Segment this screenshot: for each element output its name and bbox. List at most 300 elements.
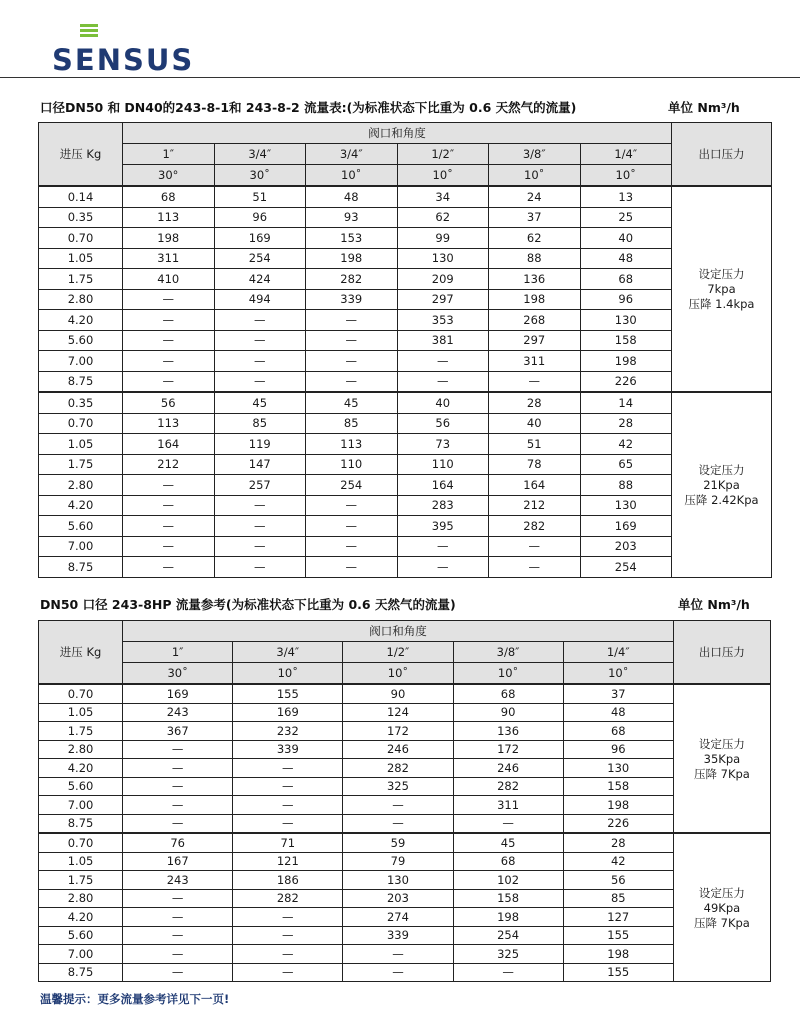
inlet-pressure-cell: 8.75 bbox=[39, 963, 123, 982]
outlet-pressure-line: 设定压力 bbox=[698, 736, 745, 751]
table-row bbox=[39, 475, 772, 496]
table-row bbox=[39, 207, 772, 228]
logo-bars-icon bbox=[80, 24, 98, 39]
flow-value-cell: 198 bbox=[489, 289, 581, 310]
flow-value-cell: 169 bbox=[214, 228, 306, 249]
flow-value-cell: 45 bbox=[214, 392, 306, 413]
flow-value-cell: 243 bbox=[123, 703, 233, 722]
inlet-pressure-cell: 2.80 bbox=[39, 475, 123, 496]
flow-value-cell: 48 bbox=[580, 248, 672, 269]
flow-value-cell: — bbox=[306, 516, 398, 537]
flow-value-cell: 283 bbox=[397, 495, 489, 516]
outlet-pressure-line: 压降 1.4kpa bbox=[688, 297, 755, 311]
flow-value-cell: 155 bbox=[563, 963, 673, 982]
flow-value-cell: 40 bbox=[489, 413, 581, 434]
flow-value-cell: 186 bbox=[233, 871, 343, 890]
flow-value-cell: 14 bbox=[580, 392, 672, 413]
flow-value-cell: — bbox=[214, 351, 306, 372]
flow-value-cell: 282 bbox=[453, 777, 563, 796]
flow-value-cell: 246 bbox=[453, 759, 563, 778]
header-size-cell: 1/2″ bbox=[397, 144, 489, 165]
inlet-pressure-cell: 5.60 bbox=[39, 516, 123, 537]
flow-value-cell: 212 bbox=[123, 454, 215, 475]
table-row bbox=[39, 703, 771, 722]
table-row bbox=[39, 454, 772, 475]
flow-value-cell: — bbox=[233, 908, 343, 927]
flow-value-cell: 164 bbox=[397, 475, 489, 496]
flow-value-cell: 127 bbox=[563, 908, 673, 927]
flow-value-cell: — bbox=[306, 371, 398, 392]
flow-value-cell: 62 bbox=[489, 228, 581, 249]
table1-unit: 单位 Nm³/h bbox=[668, 100, 740, 115]
table-row bbox=[39, 963, 771, 982]
flow-value-cell: 90 bbox=[453, 703, 563, 722]
table-row bbox=[39, 351, 772, 372]
outlet-pressure-line: 设定压力 bbox=[698, 885, 745, 900]
flow-value-cell: — bbox=[123, 889, 233, 908]
flow-value-cell: 424 bbox=[214, 269, 306, 290]
inlet-pressure-cell: 7.00 bbox=[39, 945, 123, 964]
flow-value-cell: 96 bbox=[214, 207, 306, 228]
flow-value-cell: 25 bbox=[580, 207, 672, 228]
inlet-pressure-cell: 7.00 bbox=[39, 796, 123, 815]
flow-value-cell: 254 bbox=[453, 926, 563, 945]
flow-value-cell: — bbox=[123, 475, 215, 496]
flow-value-cell: — bbox=[306, 351, 398, 372]
header-angle-cell: 10˚ bbox=[563, 663, 673, 685]
table-row bbox=[39, 557, 772, 578]
header-angle-cell: 10˚ bbox=[233, 663, 343, 685]
flow-value-cell: 395 bbox=[397, 516, 489, 537]
table-row bbox=[39, 722, 771, 741]
flow-value-cell: 113 bbox=[306, 434, 398, 455]
flow-value-cell: 102 bbox=[453, 871, 563, 890]
table-row bbox=[39, 186, 772, 207]
flow-value-cell: 110 bbox=[397, 454, 489, 475]
flow-value-cell: 297 bbox=[397, 289, 489, 310]
table-row bbox=[39, 796, 771, 815]
footer-note: 温馨提示：更多流量参考详见下一页! bbox=[40, 992, 230, 1006]
inlet-pressure-cell: 5.60 bbox=[39, 777, 123, 796]
flow-value-cell: 88 bbox=[580, 475, 672, 496]
header-angle-cell: 10˚ bbox=[489, 165, 581, 187]
flow-value-cell: — bbox=[214, 310, 306, 331]
flow-value-cell: 297 bbox=[489, 330, 581, 351]
flow-value-cell: — bbox=[453, 963, 563, 982]
inlet-pressure-cell: 2.80 bbox=[39, 289, 123, 310]
flow-value-cell: 130 bbox=[397, 248, 489, 269]
flow-value-cell: 13 bbox=[580, 186, 672, 207]
flow-value-cell: — bbox=[123, 908, 233, 927]
flow-value-cell: 212 bbox=[489, 495, 581, 516]
flow-value-cell: — bbox=[123, 351, 215, 372]
flow-value-cell: — bbox=[489, 536, 581, 557]
flow-value-cell: 45 bbox=[453, 833, 563, 852]
table-row bbox=[39, 392, 772, 413]
flow-value-cell: — bbox=[233, 759, 343, 778]
inlet-pressure-cell: 4.20 bbox=[39, 759, 123, 778]
flow-value-cell: — bbox=[123, 289, 215, 310]
flow-value-cell: — bbox=[123, 814, 233, 833]
inlet-pressure-cell: 4.20 bbox=[39, 495, 123, 516]
flow-value-cell: 164 bbox=[123, 434, 215, 455]
flow-value-cell: — bbox=[233, 796, 343, 815]
table-row bbox=[39, 228, 772, 249]
flow-value-cell: 325 bbox=[453, 945, 563, 964]
flow-value-cell: 68 bbox=[453, 684, 563, 703]
flow-value-cell: 198 bbox=[453, 908, 563, 927]
flow-value-cell: — bbox=[214, 495, 306, 516]
flow-value-cell: 40 bbox=[397, 392, 489, 413]
header-angle-cell: 10˚ bbox=[397, 165, 489, 187]
flow-value-cell: 42 bbox=[580, 434, 672, 455]
flow-value-cell: 48 bbox=[306, 186, 398, 207]
flow-value-cell: — bbox=[123, 516, 215, 537]
flow-value-cell: 339 bbox=[233, 740, 343, 759]
header-angle-cell: 10˚ bbox=[453, 663, 563, 685]
flow-value-cell: 232 bbox=[233, 722, 343, 741]
flow-value-cell: — bbox=[306, 310, 398, 331]
flow-value-cell: 130 bbox=[580, 310, 672, 331]
inlet-pressure-cell: 0.70 bbox=[39, 833, 123, 852]
inlet-pressure-cell: 0.70 bbox=[39, 413, 123, 434]
flow-value-cell: — bbox=[453, 814, 563, 833]
flow-value-cell: — bbox=[397, 351, 489, 372]
flow-value-cell: 198 bbox=[563, 796, 673, 815]
flow-value-cell: 51 bbox=[489, 434, 581, 455]
header-divider bbox=[0, 77, 800, 78]
header-size-cell: 3/8″ bbox=[453, 642, 563, 663]
flow-value-cell: 113 bbox=[123, 207, 215, 228]
header-valve-group: 阀口和角度 bbox=[123, 123, 672, 144]
table-row bbox=[39, 852, 771, 871]
flow-value-cell: 24 bbox=[489, 186, 581, 207]
table-row bbox=[39, 434, 772, 455]
flow-value-cell: 226 bbox=[580, 371, 672, 392]
inlet-pressure-cell: 7.00 bbox=[39, 351, 123, 372]
flow-value-cell: 254 bbox=[214, 248, 306, 269]
flow-value-cell: — bbox=[214, 330, 306, 351]
flow-value-cell: 136 bbox=[489, 269, 581, 290]
table-row bbox=[39, 310, 772, 331]
flow-value-cell: 311 bbox=[489, 351, 581, 372]
flow-value-cell: 311 bbox=[123, 248, 215, 269]
table-row bbox=[39, 871, 771, 890]
flow-value-cell: — bbox=[123, 926, 233, 945]
flow-value-cell: 209 bbox=[397, 269, 489, 290]
flow-value-cell: 147 bbox=[214, 454, 306, 475]
flow-value-cell: — bbox=[233, 945, 343, 964]
flow-value-cell: 68 bbox=[123, 186, 215, 207]
outlet-pressure-cell bbox=[672, 186, 772, 392]
flow-value-cell: 51 bbox=[214, 186, 306, 207]
flow-value-cell: 121 bbox=[233, 852, 343, 871]
outlet-pressure-line: 21Kpa bbox=[703, 477, 740, 492]
table-row bbox=[39, 814, 771, 833]
header-size-cell: 1/2″ bbox=[343, 642, 453, 663]
flow-value-cell: 158 bbox=[453, 889, 563, 908]
table-row bbox=[39, 371, 772, 392]
inlet-pressure-cell: 5.60 bbox=[39, 926, 123, 945]
outlet-pressure-line: 压降 2.42Kpa bbox=[684, 492, 759, 507]
outlet-pressure-cell bbox=[673, 833, 770, 982]
flow-value-cell: 76 bbox=[123, 833, 233, 852]
table-row bbox=[39, 945, 771, 964]
flow-value-cell: 56 bbox=[123, 392, 215, 413]
flow-value-cell: 325 bbox=[343, 777, 453, 796]
header-size-cell: 1/4″ bbox=[563, 642, 673, 663]
inlet-pressure-cell: 1.05 bbox=[39, 703, 123, 722]
flow-value-cell: 254 bbox=[306, 475, 398, 496]
flow-value-cell: 367 bbox=[123, 722, 233, 741]
flow-value-cell: — bbox=[397, 536, 489, 557]
header-size-cell: 1″ bbox=[123, 144, 215, 165]
flow-value-cell: — bbox=[233, 926, 343, 945]
flow-value-cell: 62 bbox=[397, 207, 489, 228]
flow-value-cell: 198 bbox=[123, 228, 215, 249]
inlet-pressure-cell: 2.80 bbox=[39, 889, 123, 908]
outlet-pressure-line: 35Kpa bbox=[703, 751, 741, 766]
flow-value-cell: — bbox=[123, 495, 215, 516]
table-row bbox=[39, 926, 771, 945]
table-row bbox=[39, 516, 772, 537]
inlet-pressure-cell: 4.20 bbox=[39, 908, 123, 927]
flow-value-cell: 198 bbox=[306, 248, 398, 269]
inlet-pressure-cell: 0.35 bbox=[39, 207, 123, 228]
flow-value-cell: 172 bbox=[343, 722, 453, 741]
flow-value-cell: — bbox=[123, 536, 215, 557]
flow-value-cell: — bbox=[343, 945, 453, 964]
header-outlet-pressure: 出口压力 bbox=[673, 621, 770, 685]
flow-value-cell: 169 bbox=[580, 516, 672, 537]
flow-value-cell: — bbox=[214, 516, 306, 537]
flow-value-cell: — bbox=[343, 963, 453, 982]
inlet-pressure-cell: 0.70 bbox=[39, 228, 123, 249]
flow-value-cell: 130 bbox=[563, 759, 673, 778]
flow-value-cell: — bbox=[489, 371, 581, 392]
flow-value-cell: — bbox=[233, 777, 343, 796]
table2-title: DN50 口径 243-8HP 流量参考(为标准状态下比重为 0.6 天然气的流量) bbox=[40, 597, 456, 612]
outlet-pressure-line: 压降 7Kpa bbox=[693, 915, 750, 930]
table2-unit: 单位 Nm³/h bbox=[678, 597, 750, 612]
flow-value-cell: 155 bbox=[233, 684, 343, 703]
flow-value-cell: — bbox=[123, 557, 215, 578]
header-inlet-pressure: 进压 Kg bbox=[39, 621, 123, 685]
flow-value-cell: 130 bbox=[580, 495, 672, 516]
flow-value-cell: 282 bbox=[489, 516, 581, 537]
flow-value-cell: — bbox=[489, 557, 581, 578]
inlet-pressure-cell: 7.00 bbox=[39, 536, 123, 557]
table-row bbox=[39, 248, 772, 269]
flow-value-cell: 71 bbox=[233, 833, 343, 852]
inlet-pressure-cell: 8.75 bbox=[39, 371, 123, 392]
flow-value-cell: 136 bbox=[453, 722, 563, 741]
flow-value-cell: 339 bbox=[343, 926, 453, 945]
flow-value-cell: 119 bbox=[214, 434, 306, 455]
flow-value-cell: — bbox=[233, 814, 343, 833]
flow-value-cell: 198 bbox=[580, 351, 672, 372]
inlet-pressure-cell: 0.35 bbox=[39, 392, 123, 413]
flow-value-cell: — bbox=[123, 759, 233, 778]
header-angle-cell: 30˚ bbox=[123, 663, 233, 685]
flow-value-cell: 68 bbox=[563, 722, 673, 741]
header-valve-group: 阀口和角度 bbox=[123, 621, 674, 642]
table-row bbox=[39, 413, 772, 434]
outlet-pressure-line: 7kpa bbox=[707, 282, 736, 296]
header-size-cell: 3/4″ bbox=[233, 642, 343, 663]
header-outlet-pressure: 出口压力 bbox=[672, 123, 772, 187]
flow-value-cell: 339 bbox=[306, 289, 398, 310]
flow-value-cell: 37 bbox=[489, 207, 581, 228]
inlet-pressure-cell: 8.75 bbox=[39, 557, 123, 578]
flow-value-cell: 73 bbox=[397, 434, 489, 455]
table-row bbox=[39, 536, 772, 557]
flow-value-cell: — bbox=[123, 310, 215, 331]
header-size-cell: 1″ bbox=[123, 642, 233, 663]
flow-value-cell: — bbox=[123, 330, 215, 351]
flow-value-cell: 37 bbox=[563, 684, 673, 703]
flow-value-cell: 42 bbox=[563, 852, 673, 871]
flow-value-cell: 48 bbox=[563, 703, 673, 722]
flow-value-cell: 169 bbox=[123, 684, 233, 703]
inlet-pressure-cell: 1.75 bbox=[39, 454, 123, 475]
flow-value-cell: 198 bbox=[563, 945, 673, 964]
header-size-cell: 3/8″ bbox=[489, 144, 581, 165]
flow-value-cell: 68 bbox=[453, 852, 563, 871]
flow-value-cell: 28 bbox=[563, 833, 673, 852]
flow-value-cell: 45 bbox=[306, 392, 398, 413]
flow-value-cell: 274 bbox=[343, 908, 453, 927]
table-row bbox=[39, 684, 771, 703]
inlet-pressure-cell: 8.75 bbox=[39, 814, 123, 833]
flow-value-cell: 113 bbox=[123, 413, 215, 434]
flow-value-cell: 167 bbox=[123, 852, 233, 871]
flow-value-cell: — bbox=[233, 963, 343, 982]
flow-value-cell: 28 bbox=[580, 413, 672, 434]
flow-value-cell: — bbox=[214, 371, 306, 392]
inlet-pressure-cell: 1.05 bbox=[39, 434, 123, 455]
inlet-pressure-cell: 1.75 bbox=[39, 871, 123, 890]
header-angle-cell: 10˚ bbox=[580, 165, 672, 187]
flow-value-cell: — bbox=[343, 814, 453, 833]
table-row bbox=[39, 740, 771, 759]
inlet-pressure-cell: 0.70 bbox=[39, 684, 123, 703]
outlet-pressure-line: 设定压力 bbox=[698, 462, 745, 477]
table1-title: 口径DN50 和 DN40的243-8-1和 243-8-2 流量表:(为标准状态下比重为 0.6 天然气的流量) bbox=[40, 100, 577, 115]
flow-value-cell: 78 bbox=[489, 454, 581, 475]
flow-value-cell: 169 bbox=[233, 703, 343, 722]
inlet-pressure-cell: 1.05 bbox=[39, 248, 123, 269]
inlet-pressure-cell: 1.75 bbox=[39, 269, 123, 290]
header-angle-cell: 30° bbox=[123, 165, 215, 187]
flow-value-cell: 203 bbox=[580, 536, 672, 557]
flow-value-cell: 246 bbox=[343, 740, 453, 759]
flow-value-cell: 110 bbox=[306, 454, 398, 475]
flow-value-cell: — bbox=[123, 371, 215, 392]
inlet-pressure-cell: 2.80 bbox=[39, 740, 123, 759]
header-angle-cell: 30˚ bbox=[214, 165, 306, 187]
flow-value-cell: 226 bbox=[563, 814, 673, 833]
flow-value-cell: 257 bbox=[214, 475, 306, 496]
logo-text: SENSUS bbox=[52, 43, 195, 77]
flow-value-cell: 85 bbox=[306, 413, 398, 434]
table-row bbox=[39, 908, 771, 927]
flow-value-cell: 254 bbox=[580, 557, 672, 578]
inlet-pressure-cell: 1.05 bbox=[39, 852, 123, 871]
flow-value-cell: 56 bbox=[563, 871, 673, 890]
table-row bbox=[39, 889, 771, 908]
flow-value-cell: 124 bbox=[343, 703, 453, 722]
flow-value-cell: — bbox=[306, 495, 398, 516]
flow-value-cell: — bbox=[306, 557, 398, 578]
flow-value-cell: 164 bbox=[489, 475, 581, 496]
flow-value-cell: 99 bbox=[397, 228, 489, 249]
inlet-pressure-cell: 1.75 bbox=[39, 722, 123, 741]
flow-value-cell: — bbox=[123, 945, 233, 964]
flow-value-cell: — bbox=[123, 740, 233, 759]
flow-table-2 bbox=[38, 620, 771, 982]
flow-value-cell: 268 bbox=[489, 310, 581, 331]
flow-value-cell: 353 bbox=[397, 310, 489, 331]
flow-value-cell: — bbox=[306, 536, 398, 557]
flow-value-cell: 85 bbox=[563, 889, 673, 908]
flow-value-cell: — bbox=[343, 796, 453, 815]
inlet-pressure-cell: 5.60 bbox=[39, 330, 123, 351]
flow-value-cell: — bbox=[123, 963, 233, 982]
table-row bbox=[39, 759, 771, 778]
inlet-pressure-cell: 0.14 bbox=[39, 186, 123, 207]
flow-value-cell: 243 bbox=[123, 871, 233, 890]
flow-value-cell: 381 bbox=[397, 330, 489, 351]
outlet-pressure-cell bbox=[672, 392, 772, 577]
flow-value-cell: — bbox=[397, 371, 489, 392]
flow-value-cell: 282 bbox=[306, 269, 398, 290]
flow-value-cell: 85 bbox=[214, 413, 306, 434]
table-row bbox=[39, 330, 772, 351]
flow-value-cell: 40 bbox=[580, 228, 672, 249]
flow-value-cell: 172 bbox=[453, 740, 563, 759]
flow-value-cell: 282 bbox=[233, 889, 343, 908]
header-angle-cell: 10˚ bbox=[306, 165, 398, 187]
header-size-cell: 3/4″ bbox=[306, 144, 398, 165]
outlet-pressure-line: 压降 7Kpa bbox=[693, 766, 750, 781]
flow-value-cell: 203 bbox=[343, 889, 453, 908]
flow-value-cell: 158 bbox=[580, 330, 672, 351]
inlet-pressure-cell: 4.20 bbox=[39, 310, 123, 331]
flow-value-cell: 90 bbox=[343, 684, 453, 703]
flow-value-cell: — bbox=[397, 557, 489, 578]
flow-value-cell: 311 bbox=[453, 796, 563, 815]
flow-value-cell: — bbox=[123, 796, 233, 815]
outlet-pressure-line: 设定压力 bbox=[698, 267, 745, 281]
header-size-cell: 3/4″ bbox=[214, 144, 306, 165]
flow-value-cell: 130 bbox=[343, 871, 453, 890]
flow-table-1 bbox=[38, 122, 772, 578]
table-row bbox=[39, 833, 771, 852]
flow-value-cell: 158 bbox=[563, 777, 673, 796]
table-row bbox=[39, 495, 772, 516]
flow-value-cell: — bbox=[123, 777, 233, 796]
flow-value-cell: 34 bbox=[397, 186, 489, 207]
flow-value-cell: 93 bbox=[306, 207, 398, 228]
flow-value-cell: 153 bbox=[306, 228, 398, 249]
flow-value-cell: 282 bbox=[343, 759, 453, 778]
header-angle-cell: 10˚ bbox=[343, 663, 453, 685]
flow-value-cell: 155 bbox=[563, 926, 673, 945]
flow-value-cell: 56 bbox=[397, 413, 489, 434]
flow-value-cell: 410 bbox=[123, 269, 215, 290]
header-inlet-pressure: 进压 Kg bbox=[39, 123, 123, 187]
